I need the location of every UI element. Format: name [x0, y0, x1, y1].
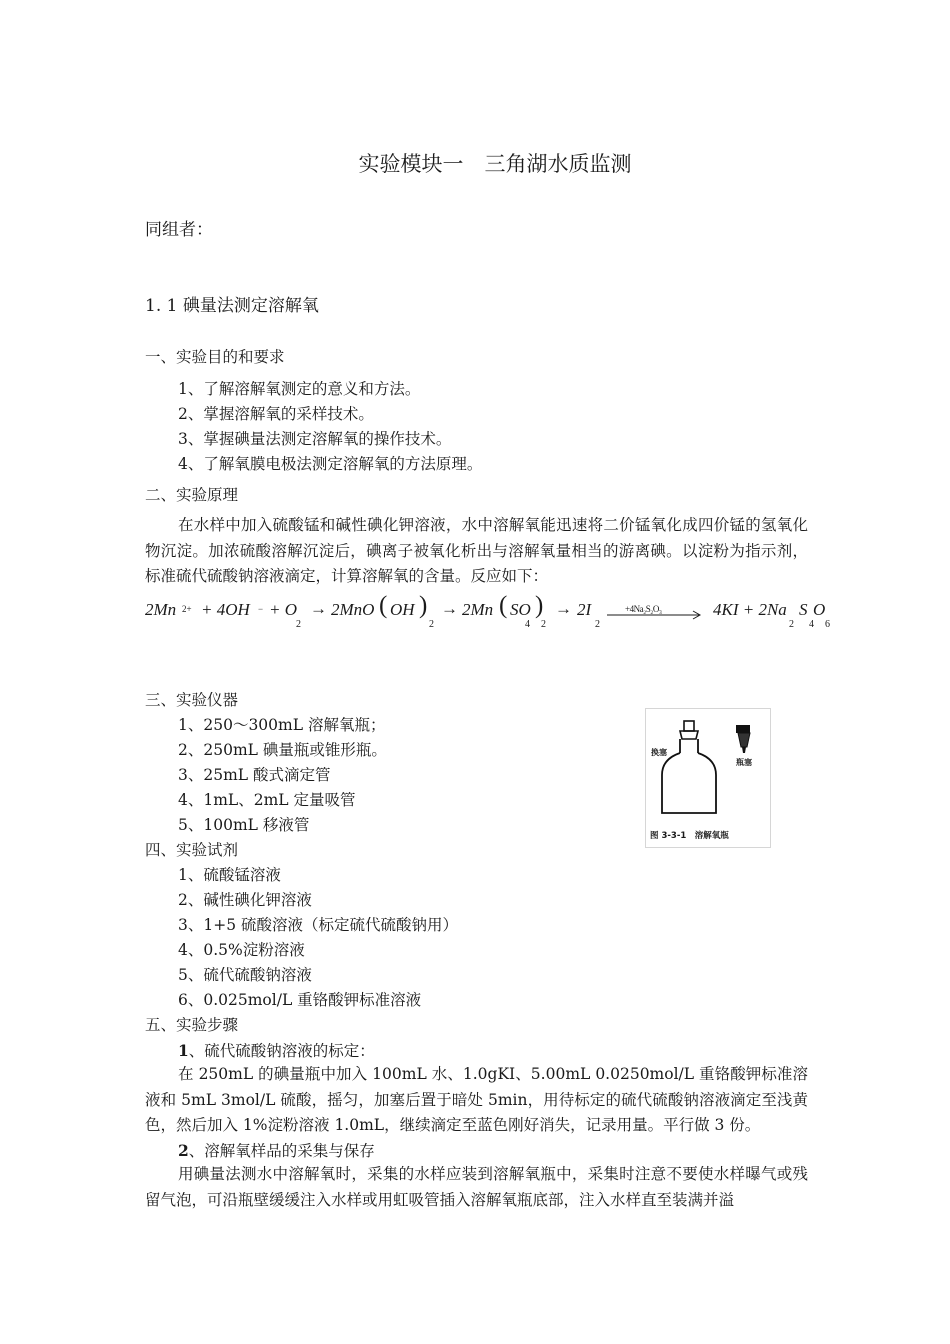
eq-term: S [799, 600, 808, 619]
s2-paragraph: 在水样中加入硫酸锰和碱性碘化钾溶液，水中溶解氧能迅速将二价锰氧化成四价锰的氢氧化物沉淀。加浓硫酸溶解沉淀后，碘离子被氧化析出与溶解氧量相当的游离碘。以淀粉为指示剂，标准硫代硫酸钠溶液滴定，计算溶解氧的含量。反应如下： [145, 516, 808, 585]
page-title: 实验模块一 三角湖水质监测 [358, 152, 632, 176]
step2-heading [178, 1138, 375, 1164]
step2-number: 2 [178, 1141, 189, 1160]
eq-sub: 2 [296, 619, 301, 630]
eq-paren: ( [499, 592, 508, 619]
eq-paren: ) [535, 592, 544, 619]
s1-item: 1、了解溶解氧测定的意义和方法。 [178, 380, 421, 398]
eq-sub: 2 [595, 619, 600, 630]
s3-item: 5、100mL 移液管 [178, 816, 310, 834]
eq-over-arrow-label: +4Na₂S₂O₃ [625, 604, 662, 614]
eq-sub: 2 [429, 619, 434, 630]
eq-sup: − [258, 604, 264, 614]
s1-item: 3、掌握碘量法测定溶解氧的操作技术。 [178, 430, 452, 448]
eq-sub: 4 [525, 619, 530, 630]
eq-term: + O [269, 600, 297, 619]
figure-label-right: 瓶塞 [736, 758, 752, 767]
step1-title: 、硫代硫酸钠溶液的标定： [188, 1042, 375, 1060]
s1-item: 2、掌握溶解氧的采样技术。 [178, 405, 374, 423]
eq-sub: 2 [541, 619, 546, 630]
eq-sub: 2 [789, 619, 794, 630]
s4-item: 2、碱性碘化钾溶液 [178, 891, 312, 909]
s3-heading: 三、实验仪器 [145, 691, 239, 709]
eq-term: + 4OH [201, 600, 250, 619]
step2-title: 、溶解氧样品的采集与保存 [188, 1142, 375, 1160]
eq-paren: ) [419, 592, 428, 619]
eq-sub: 6 [825, 619, 830, 630]
s2-heading: 二、实验原理 [145, 486, 239, 504]
eq-term: 2Mn [145, 600, 177, 619]
s4-item: 6、0.025mol/L 重铬酸钾标准溶液 [178, 991, 422, 1009]
s4-heading: 四、实验试剂 [145, 841, 239, 859]
eq-term: 2MnO [331, 600, 375, 619]
eq-arrow: → [555, 599, 572, 618]
eq-arrow: → [310, 599, 327, 618]
eq-arrow: → [441, 599, 458, 618]
group-members-label: 同组者： [145, 220, 213, 240]
figure-caption: 图 3-3-1 溶解氧瓶 [650, 831, 729, 841]
s4-item: 5、硫代硫酸钠溶液 [178, 966, 312, 984]
eq-term: 2Mn [462, 600, 494, 619]
s3-item: 2、250mL 碘量瓶或锥形瓶。 [178, 741, 387, 759]
eq-term: 2I [577, 600, 592, 619]
reaction-arrow-icon [607, 610, 707, 620]
dissolved-oxygen-bottle-figure [645, 708, 771, 848]
s4-item: 1、硫酸锰溶液 [178, 866, 281, 884]
s1-heading: 一、实验目的和要求 [145, 348, 285, 366]
step1-paragraph: 在 250mL 的碘量瓶中加入 100mL 水、1.0gKI、5.00mL 0.0250mol/L 重铬酸钾标准溶液和 5mL 3mol/L 硫酸，摇匀，加塞后置于暗处 5min，用待标定的硫代硫酸钠溶液滴定至浅黄色，然后加入 1%淀粉溶液 1.0mL，继续滴定至蓝色刚好消失，记录用量。平行做 3 份。 [145, 1065, 808, 1134]
oxygen-bottle-icon [646, 709, 770, 847]
step1-heading [178, 1038, 375, 1064]
s3-item: 3、25mL 酸式滴定管 [178, 766, 331, 784]
s5-heading: 五、实验步骤 [145, 1016, 239, 1034]
eq-sup: 2+ [182, 604, 192, 614]
eq-term: SO [510, 600, 531, 619]
s1-item: 4、了解氧膜电极法测定溶解氧的方法原理。 [178, 455, 483, 473]
s3-item: 1、250～300mL 溶解氧瓶； [178, 716, 386, 734]
figure-label-left: 换塞 [651, 748, 667, 757]
s4-item: 4、0.5%淀粉溶液 [178, 941, 305, 959]
section-title: 1. 1 碘量法测定溶解氧 [145, 296, 319, 316]
s3-item: 4、1mL、2mL 定量吸管 [178, 791, 356, 809]
step2-paragraph: 用碘量法测水中溶解氧时，采集的水样应装到溶解氧瓶中，采集时注意不要使水样曝气或残留气泡，可沿瓶壁缓缓注入水样或用虹吸管插入溶解氧瓶底部，注入水样直至装满并溢 [145, 1165, 808, 1209]
eq-term: OH [390, 600, 415, 619]
eq-paren: ( [379, 592, 388, 619]
eq-sub: 4 [809, 619, 814, 630]
reaction-equation [145, 592, 845, 632]
s4-item: 3、1+5 硫酸溶液（标定硫代硫酸钠用） [178, 916, 459, 934]
eq-term: 4KI + 2Na [713, 600, 787, 619]
step1-number: 1 [178, 1041, 189, 1060]
eq-term: O [813, 600, 826, 619]
